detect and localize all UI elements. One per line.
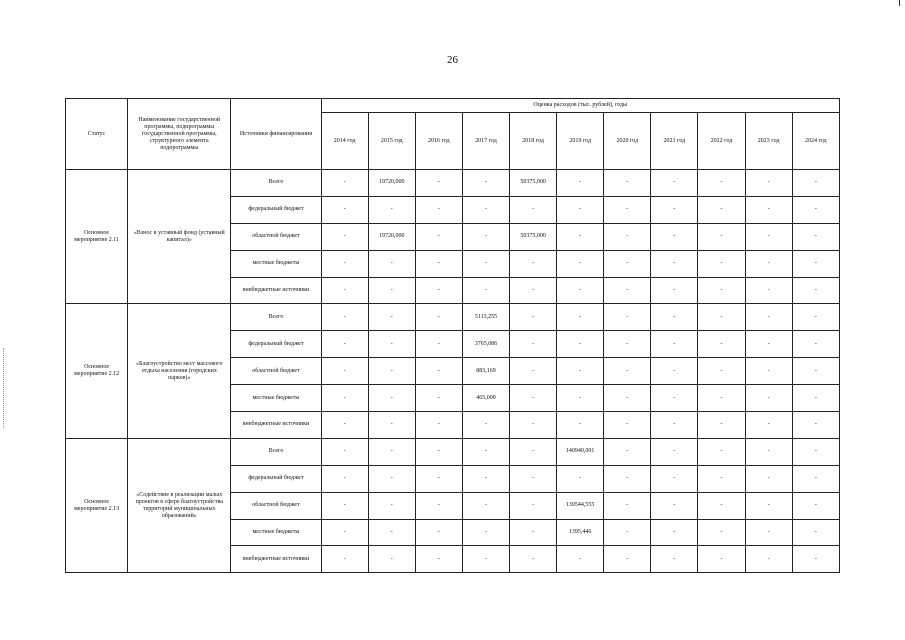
amount-cell: - bbox=[651, 277, 698, 304]
status-cell: Основное мероприятие 2.13 bbox=[66, 438, 128, 572]
amount-cell: - bbox=[698, 331, 745, 358]
status-cell: Основное мероприятие 2.11 bbox=[66, 170, 128, 304]
amount-cell: 19720,000 bbox=[368, 223, 415, 250]
amount-cell: - bbox=[415, 170, 462, 197]
amount-cell: - bbox=[792, 223, 839, 250]
amount-cell: - bbox=[462, 492, 509, 519]
amount-cell: - bbox=[321, 465, 368, 492]
amount-cell: - bbox=[368, 385, 415, 412]
amount-cell: - bbox=[415, 412, 462, 439]
amount-cell: - bbox=[604, 304, 651, 331]
amount-cell: - bbox=[698, 358, 745, 385]
amount-cell: - bbox=[368, 492, 415, 519]
amount-cell: - bbox=[510, 492, 557, 519]
amount-cell: - bbox=[510, 519, 557, 546]
amount-cell: - bbox=[651, 519, 698, 546]
amount-cell: - bbox=[462, 438, 509, 465]
amount-cell: - bbox=[415, 223, 462, 250]
program-name-cell: «Содействие в реализации малых проектов в сфере благоустройства территорий муниципальных образований» bbox=[128, 438, 231, 572]
amount-cell: - bbox=[651, 385, 698, 412]
amount-cell: - bbox=[698, 546, 745, 573]
table-row bbox=[66, 438, 840, 465]
amount-cell: - bbox=[462, 250, 509, 277]
amount-cell: - bbox=[604, 385, 651, 412]
corner-mark bbox=[899, 0, 900, 6]
amount-cell: - bbox=[792, 546, 839, 573]
amount-cell: - bbox=[698, 412, 745, 439]
amount-cell: - bbox=[510, 546, 557, 573]
amount-cell: - bbox=[651, 304, 698, 331]
header-year: 2019 год bbox=[557, 113, 604, 170]
funding-source-cell: местные бюджеты bbox=[231, 250, 321, 277]
table-row bbox=[66, 170, 840, 197]
funding-source-cell: Всего bbox=[231, 170, 321, 197]
amount-cell: - bbox=[557, 331, 604, 358]
amount-cell: - bbox=[604, 519, 651, 546]
amount-cell: - bbox=[415, 465, 462, 492]
amount-cell: - bbox=[745, 412, 792, 439]
amount-cell: - bbox=[604, 223, 651, 250]
funding-source-cell: местные бюджеты bbox=[231, 385, 321, 412]
amount-cell: - bbox=[368, 438, 415, 465]
amount-cell: - bbox=[604, 331, 651, 358]
funding-source-cell: федеральный бюджет bbox=[231, 331, 321, 358]
amount-cell: - bbox=[604, 412, 651, 439]
table-header bbox=[66, 99, 840, 170]
amount-cell: 139544,555 bbox=[557, 492, 604, 519]
amount-cell: - bbox=[368, 331, 415, 358]
amount-cell: 1395,446 bbox=[557, 519, 604, 546]
amount-cell: 50375,000 bbox=[510, 170, 557, 197]
amount-cell: - bbox=[698, 465, 745, 492]
amount-cell: - bbox=[792, 385, 839, 412]
amount-cell: - bbox=[368, 465, 415, 492]
amount-cell: - bbox=[415, 519, 462, 546]
amount-cell: - bbox=[745, 170, 792, 197]
amount-cell: - bbox=[651, 331, 698, 358]
amount-cell: - bbox=[698, 385, 745, 412]
amount-cell: - bbox=[698, 196, 745, 223]
header-year: 2018 год bbox=[510, 113, 557, 170]
amount-cell: - bbox=[321, 331, 368, 358]
amount-cell: - bbox=[321, 519, 368, 546]
amount-cell: - bbox=[604, 170, 651, 197]
amount-cell: - bbox=[415, 438, 462, 465]
amount-cell: - bbox=[368, 196, 415, 223]
table-body bbox=[66, 170, 840, 573]
amount-cell: - bbox=[368, 546, 415, 573]
amount-cell: 50375,000 bbox=[510, 223, 557, 250]
amount-cell: - bbox=[368, 250, 415, 277]
amount-cell: - bbox=[698, 250, 745, 277]
amount-cell: - bbox=[604, 277, 651, 304]
amount-cell: - bbox=[510, 277, 557, 304]
funding-source-cell: Всего bbox=[231, 304, 321, 331]
program-name-cell: «Благоустройство мест массового отдыха населения (городских парков)» bbox=[128, 304, 231, 438]
amount-cell: - bbox=[557, 546, 604, 573]
amount-cell: - bbox=[462, 412, 509, 439]
amount-cell: - bbox=[462, 277, 509, 304]
amount-cell: - bbox=[745, 250, 792, 277]
table-row bbox=[66, 304, 840, 331]
amount-cell: - bbox=[368, 358, 415, 385]
amount-cell: - bbox=[604, 358, 651, 385]
amount-cell: - bbox=[792, 492, 839, 519]
header-year: 2024 год bbox=[792, 113, 839, 170]
amount-cell: - bbox=[745, 331, 792, 358]
amount-cell: - bbox=[415, 385, 462, 412]
amount-cell: - bbox=[510, 196, 557, 223]
amount-cell: - bbox=[368, 304, 415, 331]
amount-cell: - bbox=[510, 412, 557, 439]
header-status: Статус bbox=[66, 99, 128, 170]
amount-cell: - bbox=[557, 385, 604, 412]
amount-cell: - bbox=[792, 170, 839, 197]
page-number: 26 bbox=[447, 54, 458, 66]
amount-cell: - bbox=[745, 546, 792, 573]
amount-cell: - bbox=[510, 331, 557, 358]
status-cell: Основное мероприятие 2.12 bbox=[66, 304, 128, 438]
amount-cell: - bbox=[698, 277, 745, 304]
amount-cell: 19720,000 bbox=[368, 170, 415, 197]
amount-cell: - bbox=[745, 223, 792, 250]
amount-cell: - bbox=[415, 277, 462, 304]
funding-source-cell: областной бюджет bbox=[231, 358, 321, 385]
amount-cell: - bbox=[510, 304, 557, 331]
header-estimate: Оценка расходов (тыс. рублей), годы bbox=[321, 99, 839, 113]
amount-cell: - bbox=[321, 385, 368, 412]
amount-cell: - bbox=[651, 250, 698, 277]
amount-cell: - bbox=[604, 438, 651, 465]
amount-cell: - bbox=[792, 412, 839, 439]
amount-cell: - bbox=[510, 465, 557, 492]
amount-cell: - bbox=[792, 438, 839, 465]
amount-cell: - bbox=[321, 277, 368, 304]
amount-cell: - bbox=[792, 250, 839, 277]
amount-cell: - bbox=[745, 196, 792, 223]
amount-cell: - bbox=[368, 519, 415, 546]
amount-cell: - bbox=[557, 465, 604, 492]
amount-cell: - bbox=[321, 546, 368, 573]
amount-cell: - bbox=[368, 412, 415, 439]
amount-cell: - bbox=[321, 358, 368, 385]
amount-cell: - bbox=[792, 465, 839, 492]
amount-cell: - bbox=[651, 412, 698, 439]
funding-source-cell: внебюджетные источники bbox=[231, 546, 321, 573]
amount-cell: - bbox=[557, 304, 604, 331]
funding-source-cell: федеральный бюджет bbox=[231, 465, 321, 492]
amount-cell: - bbox=[792, 277, 839, 304]
header-sources: Источники финансирования bbox=[231, 99, 321, 170]
amount-cell: - bbox=[651, 465, 698, 492]
amount-cell: - bbox=[462, 223, 509, 250]
amount-cell: - bbox=[415, 546, 462, 573]
amount-cell: - bbox=[321, 170, 368, 197]
amount-cell: - bbox=[745, 519, 792, 546]
amount-cell: - bbox=[510, 438, 557, 465]
amount-cell: - bbox=[745, 277, 792, 304]
amount-cell: - bbox=[557, 196, 604, 223]
amount-cell: - bbox=[557, 170, 604, 197]
amount-cell: - bbox=[651, 358, 698, 385]
amount-cell: - bbox=[321, 196, 368, 223]
amount-cell: - bbox=[415, 196, 462, 223]
amount-cell: - bbox=[698, 223, 745, 250]
amount-cell: - bbox=[462, 465, 509, 492]
amount-cell: - bbox=[462, 196, 509, 223]
amount-cell: - bbox=[651, 223, 698, 250]
amount-cell: - bbox=[415, 331, 462, 358]
amount-cell: - bbox=[557, 412, 604, 439]
budget-table bbox=[65, 98, 840, 573]
amount-cell: - bbox=[792, 519, 839, 546]
amount-cell: - bbox=[462, 519, 509, 546]
header-year: 2015 год bbox=[368, 113, 415, 170]
scan-margin-marks bbox=[3, 348, 5, 428]
header-year: 2020 год bbox=[604, 113, 651, 170]
amount-cell: - bbox=[745, 438, 792, 465]
amount-cell: 5113,255 bbox=[462, 304, 509, 331]
funding-source-cell: областной бюджет bbox=[231, 492, 321, 519]
funding-source-cell: федеральный бюджет bbox=[231, 196, 321, 223]
amount-cell: - bbox=[321, 304, 368, 331]
amount-cell: - bbox=[604, 546, 651, 573]
amount-cell: - bbox=[698, 519, 745, 546]
amount-cell: - bbox=[698, 492, 745, 519]
amount-cell: - bbox=[604, 492, 651, 519]
amount-cell: - bbox=[651, 492, 698, 519]
amount-cell: - bbox=[651, 438, 698, 465]
funding-source-cell: местные бюджеты bbox=[231, 519, 321, 546]
header-year: 2017 год bbox=[462, 113, 509, 170]
amount-cell: - bbox=[510, 250, 557, 277]
amount-cell: 140940,001 bbox=[557, 438, 604, 465]
amount-cell: - bbox=[415, 304, 462, 331]
amount-cell: - bbox=[462, 170, 509, 197]
amount-cell: 3765,086 bbox=[462, 331, 509, 358]
amount-cell: - bbox=[651, 170, 698, 197]
header-year: 2022 год bbox=[698, 113, 745, 170]
amount-cell: - bbox=[321, 492, 368, 519]
amount-cell: - bbox=[321, 223, 368, 250]
amount-cell: - bbox=[651, 196, 698, 223]
amount-cell: - bbox=[745, 304, 792, 331]
amount-cell: - bbox=[510, 358, 557, 385]
amount-cell: - bbox=[651, 546, 698, 573]
amount-cell: - bbox=[321, 412, 368, 439]
header-name: Наименование государственной программы, подпрограммы государственной программы, структурного элемента подпрограммы bbox=[128, 99, 231, 170]
amount-cell: 883,169 bbox=[462, 358, 509, 385]
amount-cell: - bbox=[415, 492, 462, 519]
amount-cell: - bbox=[557, 250, 604, 277]
header-year: 2014 год bbox=[321, 113, 368, 170]
funding-source-cell: внебюджетные источники bbox=[231, 412, 321, 439]
amount-cell: - bbox=[792, 304, 839, 331]
amount-cell: - bbox=[745, 358, 792, 385]
amount-cell: - bbox=[321, 438, 368, 465]
amount-cell: - bbox=[604, 250, 651, 277]
funding-source-cell: областной бюджет bbox=[231, 223, 321, 250]
program-name-cell: «Взнос в уставный фонд (уставный капитал)» bbox=[128, 170, 231, 304]
amount-cell: - bbox=[415, 250, 462, 277]
header-year: 2021 год bbox=[651, 113, 698, 170]
amount-cell: - bbox=[792, 331, 839, 358]
amount-cell: - bbox=[462, 546, 509, 573]
amount-cell: - bbox=[510, 385, 557, 412]
header-year: 2023 год bbox=[745, 113, 792, 170]
amount-cell: - bbox=[698, 170, 745, 197]
amount-cell: - bbox=[792, 358, 839, 385]
amount-cell: - bbox=[698, 438, 745, 465]
amount-cell: - bbox=[745, 465, 792, 492]
amount-cell: - bbox=[745, 385, 792, 412]
amount-cell: - bbox=[557, 223, 604, 250]
funding-source-cell: внебюджетные источники bbox=[231, 277, 321, 304]
amount-cell: - bbox=[415, 358, 462, 385]
amount-cell: - bbox=[557, 358, 604, 385]
amount-cell: - bbox=[698, 304, 745, 331]
funding-source-cell: Всего bbox=[231, 438, 321, 465]
amount-cell: - bbox=[368, 277, 415, 304]
amount-cell: - bbox=[557, 277, 604, 304]
amount-cell: - bbox=[792, 196, 839, 223]
amount-cell: 465,000 bbox=[462, 385, 509, 412]
amount-cell: - bbox=[745, 492, 792, 519]
amount-cell: - bbox=[604, 196, 651, 223]
amount-cell: - bbox=[604, 465, 651, 492]
header-year: 2016 год bbox=[415, 113, 462, 170]
amount-cell: - bbox=[321, 250, 368, 277]
